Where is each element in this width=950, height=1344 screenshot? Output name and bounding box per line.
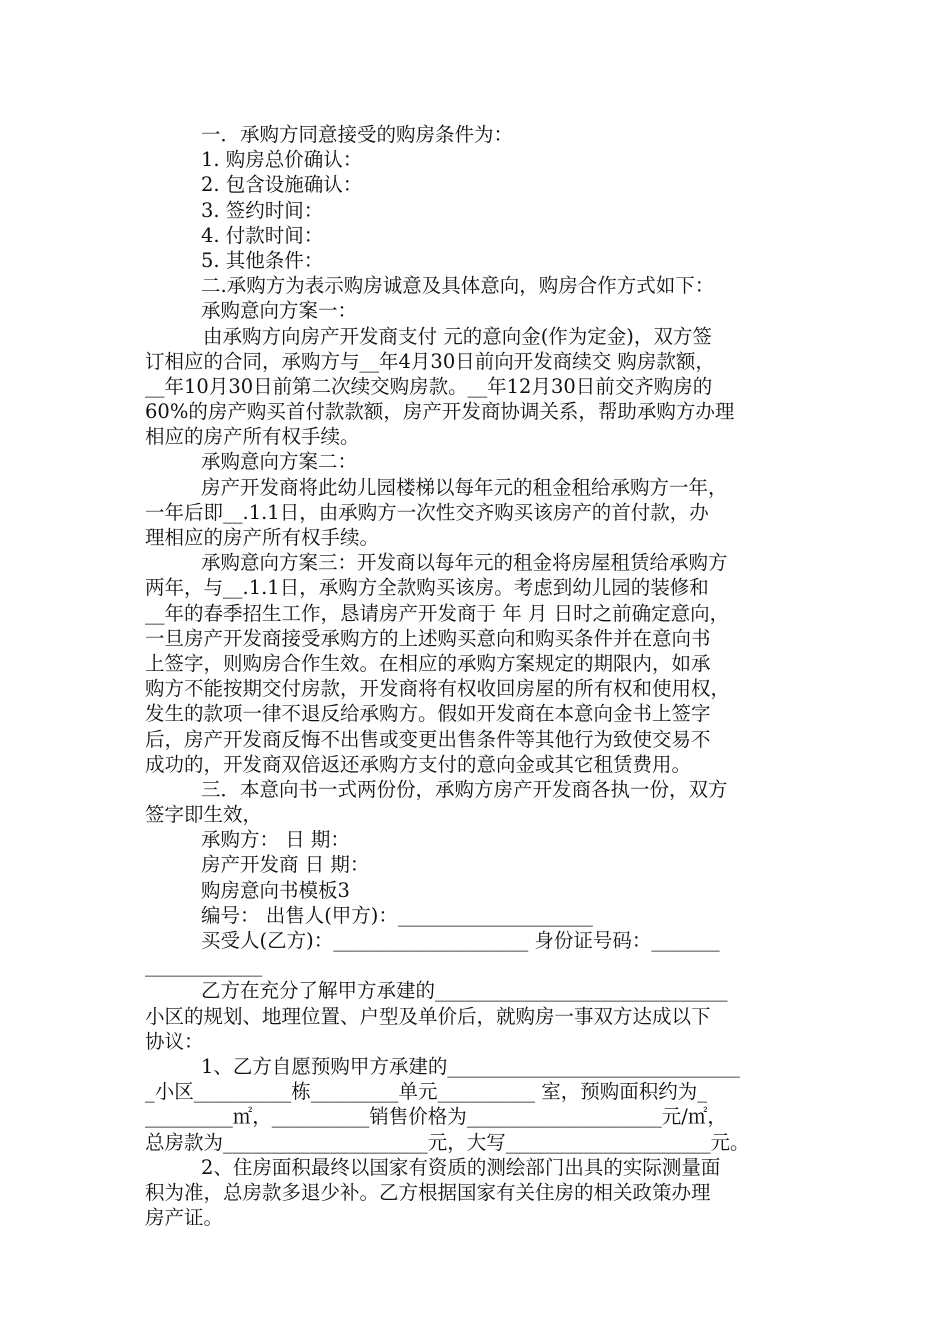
text-line: 承购意向方案二： [201,450,358,474]
text-line: _________㎡，__________销售价格为____________________元/㎡， [145,1105,727,1129]
text-line: 1、乙方自愿预购甲方承建的______________________________ [201,1054,740,1078]
text-line: 承购意向方案三：开发商以每年元的租金将房屋租赁给承购方 [201,551,728,575]
text-line: 后，房产开发商反悔不出售或变更出售条件等其他行为致使交易不 [145,727,711,751]
text-line: 承购意向方案一： [201,299,358,323]
text-line: 理相应的房产所有权手续。 [145,526,380,549]
text-line: 相应的房产所有权手续。 [145,425,360,449]
text-line: 上签字，则购房合作生效。在相应的承购方案规定的期限内，如承 [145,651,711,675]
text-line: __年10月30日前第二次续交购房款。__年12月30日前交齐购房的 [145,374,713,398]
text-line: 购方不能按期交付房款，开发商将有权收回房屋的所有权和使用权， [145,677,731,701]
text-line: 3. 签约时间： [201,198,324,222]
text-line: 乙方在充分了解甲方承建的______________________________ [201,979,728,1003]
text-line: 5. 其他条件： [201,248,324,272]
text-line: 由承购方向房产开发商支付 元的意向金(作为定金)，双方签 [203,324,712,348]
text-line: 两年，与__.1.1日，承购方全款购买该房。考虑到幼儿园的装修和 [145,576,709,600]
text-line: ____________ [145,954,262,978]
text-line: 编号： 出售人(甲方)：____________________ [201,903,593,927]
text-line: 房产证。 [145,1206,224,1230]
text-line: 小区的规划、地理位置、户型及单价后，就购房一事双方达成以下 [145,1004,711,1028]
text-line: 买受人(乙方)：____________________ 身份证号码：_______ [201,929,720,952]
text-line: 房产开发商将此幼儿园楼梯以每年元的租金租给承购方一年， [201,475,728,499]
text-line: 签字即生效， [145,803,263,827]
text-line: 二.承购方为表示购房诚意及具体意向，购房合作方式如下： [201,274,715,298]
text-line: __年的春季招生工作，恳请房产开发商于 年 月 日时之前确定意向， [145,601,730,625]
text-line: 三．本意向书一式两份份，承购方房产开发商各执一份，双方 [201,777,728,801]
text-line: 成功的，开发商双倍返还承购方支付的意向金或其它租赁费用。 [145,752,692,776]
text-line: 积为准，总房款多退少补。乙方根据国家有关住房的相关政策办理 [145,1180,711,1204]
text-line: 总房款为_____________________元，大写_____________________元。 [145,1130,750,1154]
text-line: 1. 购房总价确认： [201,148,363,172]
text-line: 订相应的合同，承购方与__年4月30日前向开发商续交 购房款额， [145,349,715,373]
text-line: _小区__________栋_________单元__________ 室，预购面积约为_ [145,1080,707,1104]
text-line: 购房意向书模板3 [201,878,350,902]
text-line: 2. 包含设施确认： [201,173,363,197]
text-line: 4. 付款时间： [201,223,324,247]
text-line: 发生的款项一律不退反给承购方。假如开发商在本意向金书上签字 [145,702,711,726]
text-line: 协议： [145,1029,204,1053]
text-line: 一年后即__.1.1日，由承购方一次性交齐购买该房产的首付款，办 [145,500,709,524]
text-line: 房产开发商 日 期： [201,853,370,877]
text-line: 承购方： 日 期： [201,828,350,852]
text-line: 60%的房产购买首付款款额，房产开发商协调关系，帮助承购方办理 [145,400,735,424]
text-line: 一．承购方同意接受的购房条件为： [201,123,514,146]
document-body [145,122,810,1230]
text-line: 2、住房面积最终以国家有资质的测绘部门出具的实际测量面 [201,1155,721,1179]
text-line: 一旦房产开发商接受承购方的上述购买意向和购买条件并在意向书 [145,626,711,650]
